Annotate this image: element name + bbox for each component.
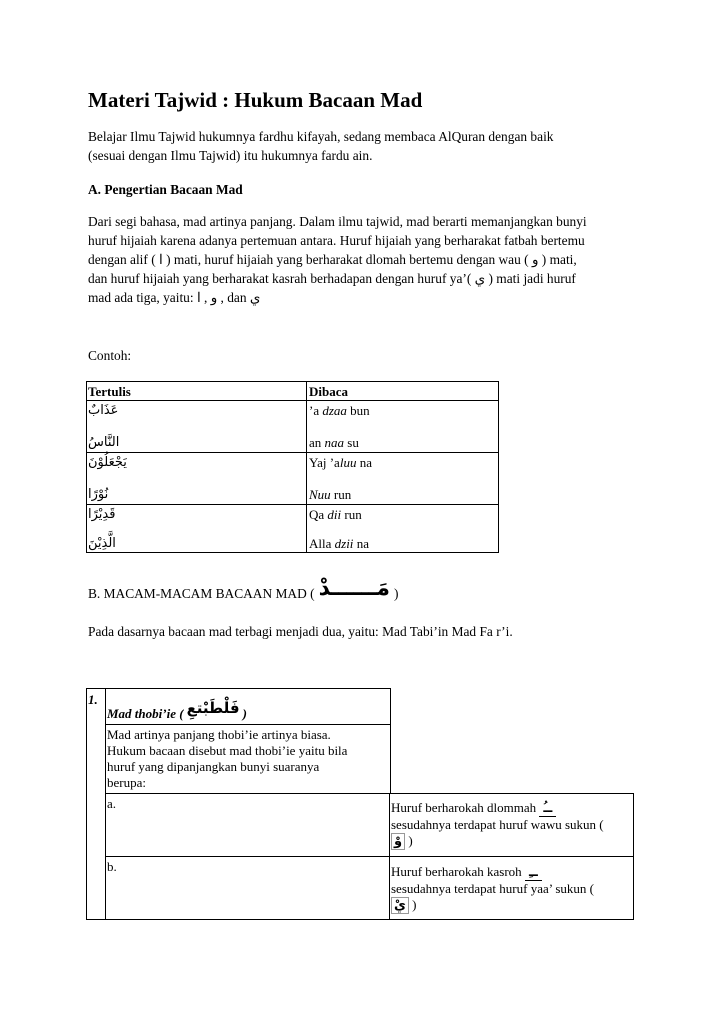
- item-b-label: b.: [107, 859, 117, 874]
- reading-cell: Nuu run: [309, 487, 352, 502]
- arabic-word: نُوْرًا: [88, 487, 109, 502]
- item-number: 1.: [88, 692, 98, 707]
- page-title: Materi Tajwid : Hukum Bacaan Mad: [88, 88, 423, 112]
- contoh-label: Contoh:: [88, 348, 132, 363]
- mad-thobie-title: Mad thobi’ie ( فَلْطَبْتعِ ): [107, 699, 247, 721]
- item-b-text: Huruf berharokah kasroh ــِ sesudahnya terdapat huruf yaa’ sukun ( يْ ): [391, 864, 594, 913]
- paragraph-line: huruf hijaiah karena adanya pertemuan antara. Huruf hijaiah yang berharakat fatbah bertemu: [88, 233, 585, 248]
- mad-thobie-description: Mad artinya panjang thobi’ie artinya biasa. Hukum bacaan disebut mad thobi’ie yaitu bila huruf yang dipanjangkan bunyi suaranya berupa:: [107, 727, 348, 790]
- reading-cell: ’a dzaa bun: [309, 403, 370, 418]
- arabic-word: قَدِيْرًا: [88, 507, 116, 522]
- paragraph-line: Dari segi bahasa, mad artinya panjang. Dalam ilmu tajwid, mad berarti memanjangkan bunyi: [88, 214, 587, 229]
- paragraph-line: dan huruf hijaiah yang berharakat kasrah berhadapan dengan huruf ya’( ي ) mati jadi huruf: [88, 271, 576, 286]
- wawu-glyph: وْ: [391, 833, 405, 850]
- paragraph-line: mad ada tiga, yaitu: و , ا , dan ي: [88, 290, 261, 305]
- section-a-heading: A. Pengertian Bacaan Mad: [88, 182, 243, 197]
- section-b-paragraph: Pada dasarnya bacaan mad terbagi menjadi dua, yaitu: Mad Tabi’in Mad Fa r’i.: [88, 624, 513, 639]
- reading-cell: Yaj ’aluu na: [309, 455, 372, 470]
- mad-thobie-calligraphy: فَلْطَبْتعِ: [184, 700, 243, 716]
- intro-line: Belajar Ilmu Tajwid hukumnya fardhu kifayah, sedang membaca AlQuran dengan baik: [88, 129, 554, 144]
- paragraph-line: dengan alif ( ا ) mati, huruf hijaiah yang berharakat dlomah bertemu dengan wau ( و ) mati,: [88, 252, 577, 267]
- table-header-dibaca: Dibaca: [309, 384, 348, 399]
- item-a-text: Huruf berharokah dlommah ــُ sesudahnya terdapat huruf wawu sukun ( وْ ): [391, 800, 604, 849]
- table-header-tertulis: Tertulis: [88, 384, 131, 399]
- reading-cell: an naa su: [309, 435, 359, 450]
- reading-cell: Alla dzii na: [309, 536, 369, 551]
- arabic-word: عَذَابٌ: [88, 403, 119, 418]
- mad-calligraphy: مَــــــدْ: [315, 579, 394, 598]
- arabic-word: النَّاسُ: [88, 435, 120, 450]
- reading-cell: Qa dii run: [309, 507, 362, 522]
- section-b-heading: B. MACAM-MACAM BACAAN MAD ( مَــــــدْ ): [88, 576, 399, 602]
- item-a-label: a.: [107, 796, 117, 811]
- dlommah-glyph: ــُ: [539, 801, 556, 817]
- kasroh-glyph: ــِ: [525, 865, 542, 881]
- arabic-word: الَّذِيْنَ: [88, 536, 116, 551]
- yaa-glyph: يْ: [391, 897, 409, 914]
- intro-line: (sesuai dengan Ilmu Tajwid) itu hukumnya fardu ain.: [88, 148, 373, 163]
- arabic-word: يَجْعَلُوْنَ: [88, 455, 127, 470]
